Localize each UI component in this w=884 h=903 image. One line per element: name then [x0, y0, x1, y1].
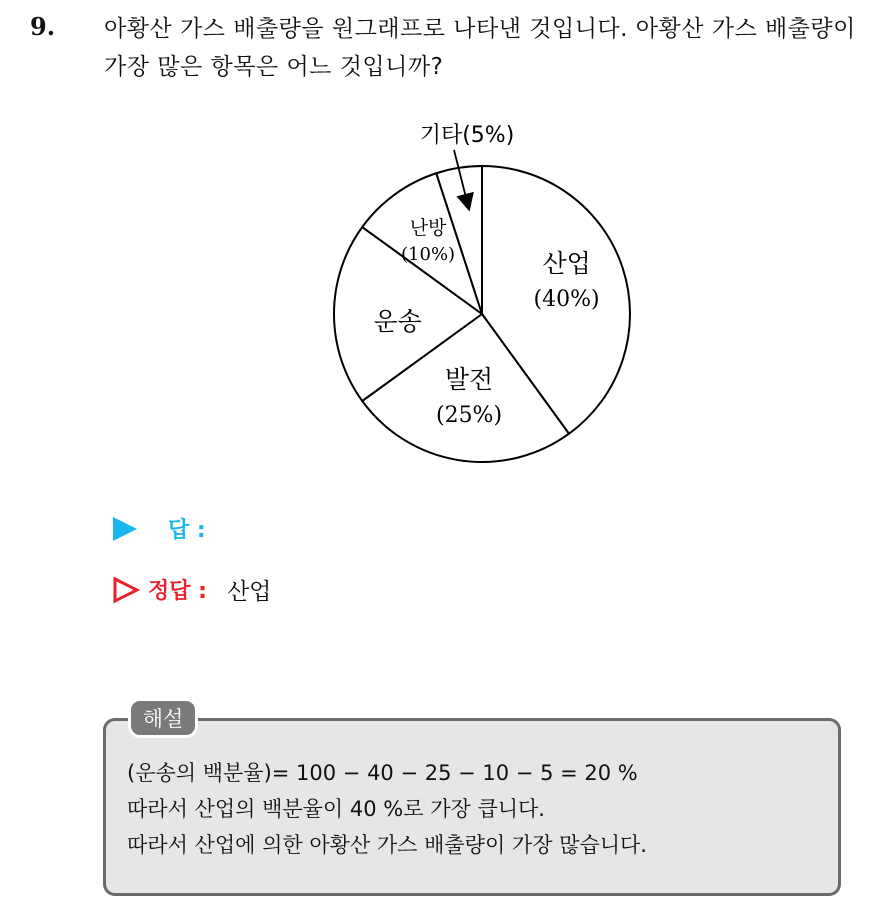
correct-answer-label: 정답 : [148, 579, 207, 604]
answer-arrow-icon [112, 516, 138, 542]
explanation-line: 따라서 산업의 백분율이 40 %로 가장 큽니다. [127, 797, 545, 821]
pie-category-label: 운송 [373, 307, 422, 336]
pie-chart [320, 108, 640, 468]
pie-value-label: (10%) [401, 243, 456, 265]
pie-outside-label: 기타(5%) [419, 123, 515, 148]
correct-answer-row [112, 573, 271, 606]
explanation-line: 따라서 산업에 의한 아황산 가스 배출량이 가장 많습니다. [127, 833, 647, 857]
answer-label: 답 : [168, 518, 206, 543]
question-text: 아황산 가스 배출량을 원그래프로 나타낸 것입니다. 아황산 가스 배출량이 가장 많은 항목은 어느 것입니까? [104, 16, 856, 80]
explanation-line: (운송의 백분율)= 100 − 40 − 25 − 10 − 5 = 20 % [127, 761, 638, 785]
explanation-tag: 해설 [128, 698, 198, 738]
pie-category-label: 산업 [542, 248, 591, 278]
explanation-text [127, 755, 827, 863]
pie-category-label: 발전 [444, 364, 494, 394]
answer-row [112, 513, 226, 544]
correct-answer-arrow-icon [112, 576, 140, 604]
question-number: 9. [30, 12, 56, 41]
pie-value-label: (25%) [435, 402, 503, 428]
pie-value-label: (40%) [533, 286, 600, 312]
pie-category-label: 난방 [409, 216, 447, 239]
correct-answer-value: 산업 [226, 579, 272, 605]
